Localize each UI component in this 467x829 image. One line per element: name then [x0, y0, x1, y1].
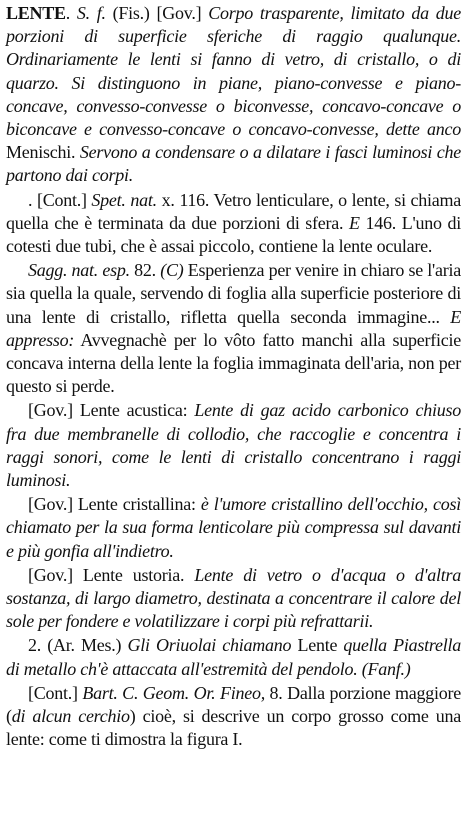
definition-text-run: Servono a condensare o a dilatare i fasci luminosi che partono dai corpi.: [6, 142, 461, 186]
ustoria-text-run: [Gov.] Lente ustoria.: [28, 564, 195, 585]
sense-lente-cristallina: [6, 493, 461, 563]
ustoria-text-run: Lente di vetro o d'acqua o d'altra sostanza, di largo diametro, destinata a concentrare il calore del sole per fondere e volatilizzare i corpi più refrattarii.: [6, 564, 461, 632]
ar-mes-text-run: quella Piastrella di metallo ch'è attaccata all'estremità del pendolo. (Fanf.): [6, 635, 461, 679]
cont-spet-text-run: Spet. nat.: [91, 189, 157, 210]
sense-lente-acustica: [6, 399, 461, 492]
ar-mes-text-run: 2. (Ar. Mes.): [28, 635, 128, 656]
sense-pendolo: [6, 634, 461, 680]
cont-bart-text-run: di alcun cerchio: [11, 706, 130, 727]
sagg-text-run: (C): [160, 260, 184, 281]
sagg-text-run: Sagg. nat. esp.: [28, 260, 130, 281]
cont-spet-text-run: E: [349, 212, 360, 233]
citation-saggi-esperienze: [6, 259, 461, 398]
cont-spet-text-run: 146. L'uno di cotesti due tubi, che è assai piccolo, contiene la lente oculare.: [6, 212, 461, 257]
cont-bart-text-run: [Cont.]: [28, 682, 83, 703]
cont-bart-text-run: 8. Dalla porzione maggiore (: [6, 682, 461, 727]
entry-definition: [6, 2, 461, 188]
definition-text-run: S. f.: [76, 3, 106, 23]
acustica-text-run: Lente di gaz acido carbonico chiuso fra due membranelle di collodio, che raccoglie e concentra i raggi sonori, come le lenti di cristallo concentrano i raggi luminosi.: [6, 400, 461, 491]
acustica-text-run: [Gov.] Lente acustica:: [28, 400, 195, 421]
citation-spettacolo-natura: [6, 189, 461, 259]
cristallina-text-run: [Gov.] Lente cristallina:: [28, 494, 201, 515]
definition-text-run: LENTE: [6, 3, 66, 23]
citation-bartoli: [6, 682, 461, 752]
cont-bart-text-run: Bart. C. Geom. Or. Fineo,: [82, 682, 265, 703]
sagg-text-run: Esperienza per venire in chiaro se l'aria sia quella la quale, servendo di foglia alla superficie posteriore di una lente di cristallo, rifletta quella seconda immagine...: [6, 260, 462, 327]
definition-text-run: (Fis.) [Gov.]: [105, 3, 209, 23]
cont-spet-text-run: . [Cont.]: [28, 189, 92, 210]
sagg-text-run: E appresso:: [6, 306, 461, 350]
ar-mes-text-run: Lente: [297, 635, 344, 656]
sagg-text-run: Avvegnachè per lo vôto fatto manchi alla superficie concava interna della lente la foglia immaginata dell'aria, non per questo si perde.: [6, 329, 461, 397]
cristallina-text-run: è l'umore cristallino dell'occhio, così chiamato per la sua forma lenticolare più compressa sul davanti e più gonfia all'indietro.: [6, 494, 462, 561]
cont-bart-text-run: ) cioè, si descrive un corpo grosso come una lente: come ti dimostra la figura I.: [6, 706, 462, 750]
definition-text-run: Corpo trasparente, limitato da due porzioni di superficie sferiche di raggio qualunque. Ordinariamente le lenti si fanno di vetro, di cristallo, o di quarzo. Si distinguono in piane, piano-convesse e piano-concave, convesso-convesse o biconvesse, concavo-concave o biconcave e convesso-concave o concavo-convesse, dette anco: [6, 3, 461, 140]
cont-spet-text-run: x. 116. Vetro lenticulare, o lente, si chiama quella che è terminata da due porzioni di sfera.: [6, 189, 462, 233]
sagg-text-run: 82.: [129, 260, 161, 281]
definition-text-run: .: [65, 3, 77, 23]
ar-mes-text-run: Gli Oriuolai chiamano: [127, 635, 298, 656]
sense-lente-ustoria: [6, 564, 461, 634]
definition-text-run: Menischi.: [6, 142, 80, 163]
